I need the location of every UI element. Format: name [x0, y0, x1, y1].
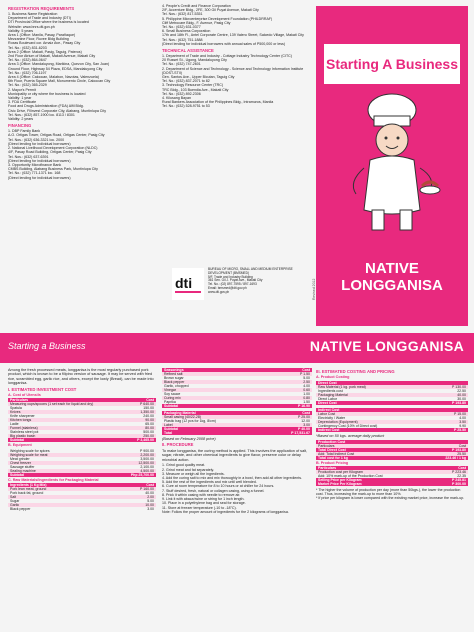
daily-product-note: *Based on 50 kgs. average daily product: [316, 433, 385, 438]
table-row: [162, 431, 312, 435]
table-cell-value: 4.00: [303, 384, 310, 388]
procedure-step: 9. Link it with abaca twine or string for 1 inch length.: [162, 497, 245, 502]
table-cell-label: Sausage stuffer: [10, 464, 35, 469]
financing-item: Tel. Nos.: (632) 817-5351: [162, 12, 203, 17]
procedure-step: 2. Grind meat and fat separately.: [162, 467, 215, 472]
chef-illustration-icon: [342, 90, 442, 240]
table-cell-value: 40.00: [429, 393, 468, 397]
table-cell-label: Ingredients cost: [318, 388, 343, 393]
cover-title: Starting A Business: [326, 56, 458, 72]
registration-item: Municipality or city where the business is located: [8, 91, 86, 96]
banner-left-title: Starting a Business: [8, 341, 86, 351]
registration-item: Validity: 2 years: [8, 117, 34, 122]
registration-item: Ground Floor, Highway 54 Plaza, EDSA, Mandaluyong City: [8, 66, 103, 71]
table-cell-label: Pork lean meat, ground: [8, 487, 111, 491]
financing-item: Tel. Nos.: (632) 637-6391: [8, 154, 49, 159]
table-cell-label: Vinegar: [162, 388, 258, 392]
procedure-step: 8. Prick it within casing with needle to remove air.: [162, 492, 241, 497]
indirect-cost-table: [316, 408, 468, 432]
table-cell-label: Curing mix: [162, 396, 258, 400]
table-cell-value: Cost: [258, 368, 312, 372]
financing-item: Tel. No.: (632) 631-0377: [162, 25, 201, 30]
table-cell-label: Weighing scale for spices: [10, 448, 50, 453]
table-cell-value: 500.00: [143, 430, 154, 435]
table-cell-label: Black pepper: [10, 507, 31, 511]
agency-line: Tel. No.: (02) 897-7595 / 897-1693: [208, 282, 257, 287]
table-cell-label: Total Direct Cost: [316, 448, 410, 452]
table-cell-label: Particulars: [8, 398, 127, 402]
financing-item: 17th and 18th Fl., Antel Corporate Centre, 139 Valero Street, Salcedo Village, Makati City: [162, 33, 304, 38]
raw-materials-heading: C. Raw Materials/Ingredients for Packaging Material: [8, 477, 99, 482]
table-cell-label: Pork back fat, ground: [10, 491, 44, 495]
table-cell-label: Direct Labor: [318, 396, 338, 401]
table-cell-label: Raw Material (1 kg. pork meat): [316, 385, 429, 389]
technical-assistance-item: Tel. No.: (632) 747-2601: [162, 62, 201, 67]
section-banner: [0, 333, 474, 363]
agency-line: 361 Sen. Gil J. Puyat Ave., Makati City: [208, 278, 263, 283]
table-cell-value: P 40.00: [269, 427, 312, 431]
product-pricing-heading: B. Product Pricing: [316, 460, 349, 465]
registration-item: Tel. No.: (632) 831-6203: [8, 45, 47, 50]
table-cell-value: 3.00: [147, 507, 154, 511]
table-cell-label: Seasonings: [162, 368, 258, 372]
technical-assistance-item: 2. Department of Science and Technology - Science and Technology Information Institute (DOST-STII): [162, 66, 304, 75]
price-note: (Based on February 2008 price): [162, 437, 216, 441]
registration-item: 1. Business Name Registration: [8, 12, 58, 16]
table-cell-value: 2.00: [111, 495, 156, 499]
table-cell-value: P 223.46: [436, 470, 468, 474]
table-cell-value: 1.50: [303, 400, 310, 404]
table-cell-label: Salt: [8, 495, 111, 499]
table-cell-label: Direct Cost: [316, 401, 429, 405]
table-cell-value: 25.50: [410, 452, 468, 456]
registration-item: Website: www.bnrs.dti.gov.ph: [8, 24, 55, 29]
table-cell-value: 3.00: [269, 423, 312, 427]
investment-column: [8, 368, 156, 630]
registration-item: Food and Drugs Administration (FDA) Alfil Bldg.: [8, 104, 84, 109]
table-cell-value: 80.00: [127, 426, 156, 430]
table-cell-label: Subtotal: [162, 427, 269, 431]
table-cell-label: Garlic, chopped: [164, 384, 189, 388]
financing-item: CMBS Building, Alabang Business Park, Muntinlupa City: [8, 167, 98, 172]
procedure-step: 4. Add the curing salt to mix and mix thoroughly in a bowl, then add all other ingredients.: [162, 476, 303, 481]
table-cell-value: Cost: [436, 466, 468, 470]
registration-item: Validity: 1 year: [8, 96, 32, 101]
pricing-footnote: * If price per kilogram is lower compared with the existing market price, increase the mark-up.: [316, 496, 465, 501]
table-cell-label: Depreciation (Equipment): [316, 420, 437, 424]
table-cell-value: 40.00: [145, 491, 154, 495]
seasonings-table: [162, 368, 312, 408]
utensils-table: [8, 398, 156, 442]
table-cell-label: Selling Price per Kilogram: [316, 478, 436, 482]
technical-assistance-item: 20 Russet St., Ugong, Mandaluyong City: [162, 58, 227, 63]
financing-list: [8, 129, 156, 179]
equipment-heading: B. Equipment: [8, 443, 32, 448]
technical-assistance-item: Tel. No.: (632) 528-9751 to 53: [162, 104, 210, 109]
table-cell-value: 22.50: [457, 388, 466, 393]
financing-item: Tel. No.: (632) 771-1371 loc. 168: [8, 171, 61, 176]
procedure-step: 10. Place in a polyethylene bag and seal for storage.: [162, 501, 246, 506]
table-cell-value: 2,200.00: [99, 453, 156, 457]
table-cell-label: Particulars: [316, 466, 436, 470]
table-cell-value: 30.00: [457, 396, 466, 401]
technical-assistance-item: 1. Department of Trade and Industry - Cottage Industry Technology Center (CITC): [162, 54, 292, 59]
table-cell-label: Production cost per Kilogram: [316, 470, 436, 474]
table-cell-label: Soy sauce: [164, 392, 181, 396]
table-cell-value: P 160.00: [111, 487, 156, 491]
table-cell-label: Plastic bag (12 pcs for 1kg, 8/cm): [164, 419, 216, 423]
table-cell-label: Sugar: [10, 499, 20, 503]
table-cell-value: 22.35: [457, 473, 466, 478]
registration-item: Tel. Nos.: (632) 857-1900 loc. 8113 / 8301: [8, 112, 75, 117]
procedure-column: [162, 368, 312, 630]
cover-panel: [316, 6, 468, 326]
table-cell-value: 2.50: [258, 380, 312, 384]
table-cell-label: Total cost for 1 kg: [316, 456, 410, 460]
pricing-footnote: * The higher the volume of production per day (more than 50kgs.), the lower the production cost. Thus, increasing the mark-up to more than 10%.: [316, 487, 461, 497]
table-cell-value: Cost: [111, 483, 156, 487]
cover-product-title: NATIVE LONGGANISA: [341, 260, 443, 294]
registration-item: Tel. No.: (632) 365-2329: [8, 83, 47, 88]
table-row: [316, 456, 468, 460]
table-row: [8, 473, 156, 477]
procedure-steps: [162, 463, 312, 513]
financing-item: Tel. Nos.: (632) 636-3321 loc. 2000: [8, 137, 65, 142]
registration-item: Tel. No.: (632) 706-1197: [8, 70, 47, 75]
table-cell-value: 5.00: [303, 376, 310, 380]
table-cell-label: Contingency Cost (10% of Direct cost): [318, 423, 378, 428]
registration-item: Civic Drive, Filinvest Corporate City, Alabang, Muntinlupa City: [8, 108, 106, 113]
financing-item: (Direct lending for individual borrowers): [8, 158, 71, 163]
intro-paragraph: Among the fresh processed meats, longganisa is the most regularly purchased pork product, which is known to be a filipino version of sausage. It may be served with fried rice, scrambled egg, garlic rice, and others, except the lowly (Bread), can be made into longganisa.: [8, 368, 154, 386]
table-cell-value: P 25.50: [437, 428, 468, 432]
product-costing-heading: A. Product Costing: [316, 375, 350, 380]
table-cell-value: 250.00: [127, 434, 156, 438]
table-cell-value: 0.60: [258, 388, 312, 392]
table-cell-label: Indirect Cost: [316, 428, 437, 432]
table-row: [316, 428, 468, 432]
utensils-heading: A. Cost of Utensils: [8, 392, 41, 397]
table-cell-label: Market Price Per Kilogram: [316, 482, 436, 486]
registration-item: Area 1 (Office: Manila, Pasay, Parañaque): [8, 33, 76, 38]
financing-item: Tel. Nos.: (632) 751-1888: [162, 37, 203, 42]
financing-item: 2/F, Accenture Bldg., 2FE, 300 Gil Puyat Avenue, Makati City: [162, 8, 259, 13]
table-cell-value: P 16.90: [258, 404, 312, 408]
table-cell-label: Subtotal: [8, 438, 127, 442]
table-cell-value: 0.80: [258, 396, 312, 400]
costing-column: [316, 368, 468, 630]
table-cell-value: 4.00: [459, 415, 466, 420]
table-cell-value: 65.00: [145, 422, 154, 427]
table-cell-label: Direct Cost: [316, 381, 429, 385]
registration-item: Roxas Boulevard cor. Arnaiz Ave., Pasay City: [8, 41, 81, 46]
registration-item: Area 2 (Office: Makati, Pasig, Taguig, Pateros): [8, 49, 82, 54]
technical-assistance-heading: TECHNICAL ASSISTANCE: [162, 48, 214, 54]
table-cell-value: P 193.80: [429, 401, 468, 405]
table-cell-value: 90.00: [127, 418, 156, 422]
agency-line: 5/F, Trade and Industry Building: [208, 274, 253, 279]
table-cell-value: P 193.80: [410, 448, 468, 452]
table-cell-value: 12.00: [301, 419, 310, 423]
table-cell-label: Ladle: [10, 422, 19, 427]
procedure-step: Note: Follow the proper amount of ingredients for the 2 kilograms of longganisa.: [162, 509, 289, 514]
table-cell-label: Label: [162, 423, 269, 427]
table-cell-value: Cost: [410, 444, 468, 448]
procedure-step: 1. Grind good quality meat.: [162, 463, 206, 468]
agency-line: Email: bmsmed@dti.gov.ph: [208, 285, 247, 290]
financing-item: (Direct lending for individual borrowers): [8, 141, 71, 146]
registration-item: Mezzanine Floor, Ruvee Bldg Building: [8, 37, 69, 42]
table-cell-label: Knives: [8, 410, 127, 414]
banner-right-title: NATIVE LONGGANISA: [309, 338, 464, 354]
table-cell-label: Sealing machine: [8, 469, 99, 473]
table-cell-value: P 130.00: [429, 385, 468, 389]
procedure-intro: To make longganisa, the curing method is applied. This involves the application of salt, sugar, nitrate, and other chemical ingredients to give flavor, preserve color or delay microbial action.: [162, 448, 308, 462]
table-cell-label: Chest freezer: [8, 461, 99, 465]
table-cell-label: Packaging Material: [162, 411, 269, 415]
agency-line: BUREAU OF MICRO, SMALL AND MEDIUM ENTERPRISE DEVELOPMENT (BMSMED): [208, 267, 293, 275]
registration-list: [8, 12, 156, 121]
table-cell-label: Garlic: [8, 503, 111, 507]
registration-item: 2nd Floor Atrium of Makati, Makati Avenue, Makati City: [8, 54, 96, 59]
table-cell-label: Indirect Cost: [316, 408, 437, 412]
table-cell-label: Refined salt: [162, 372, 258, 376]
financing-item: A.O. Ortigas Tower, Ortigas Road, Ortigas Center, Pasig City: [8, 133, 105, 138]
registration-item: 6th Floor, Puerta Square Mall, Monumento Circle, Caloocan City: [8, 79, 111, 84]
table-cell-label: Knife sharpener: [10, 414, 35, 419]
table-cell-value: 5.00: [147, 499, 154, 503]
table-cell-label: Spatula: [10, 406, 22, 411]
table-cell-value: P 15.00: [437, 412, 468, 416]
table-cell-label: Weighing scale for meat: [8, 453, 99, 457]
dti-logo-icon: [172, 268, 204, 300]
table-cell-value: P 900.00: [140, 448, 154, 453]
technical-assistance-list: [162, 54, 312, 109]
financing-heading: FINANCING: [8, 123, 32, 129]
costing-heading: III. ESTIMATED COSTING AND PRICING: [316, 369, 395, 374]
registration-item: DTI Provincial Office where the business is located: [8, 20, 89, 25]
registration-heading: REGISTRATION REQUIREMENTS: [8, 6, 75, 11]
procedure-step: 3. Measure or weigh all the ingredients.: [162, 471, 225, 476]
procedure-step: 11. Store at freezer temperature (-10 to -18°C).: [162, 505, 237, 510]
registration-item: Department of Trade and Industry (DTI): [8, 16, 71, 21]
financing-item: 4/F, Pasay Road Building, Ortigas Center, Pasig City: [8, 150, 92, 155]
table-cell-label: Add: Total Indirect Cost: [316, 452, 410, 456]
table-cell-value: 9.90: [459, 423, 466, 428]
registration-panel: [8, 4, 156, 330]
technical-assistance-item: 4. Kilusang Bayan: [162, 96, 191, 101]
procedure-heading: II. PROCEDURE: [162, 442, 194, 448]
pricing-table: [316, 466, 468, 486]
agency-info: [208, 268, 308, 295]
table-cell-value: P 245.81: [436, 478, 468, 482]
table-cell-label: Big plastic basin: [8, 434, 127, 438]
technical-assistance-item: Tel. No.: (632) 892-2306: [162, 91, 201, 96]
table-cell-value: Cost: [127, 398, 156, 402]
table-cell-label: Stainless steel pot: [10, 430, 39, 435]
table-cell-label: Funnel (stainless): [8, 426, 127, 430]
table-cell-value: Php 25,700.00: [99, 473, 156, 477]
registration-item: 3. FDA Certificate: [8, 100, 37, 105]
table-cell-label: Packaging Material: [316, 393, 429, 397]
table-cell-label: Electricity / Water: [318, 415, 346, 420]
technical-assistance-item: TRC Bldg., 103 Buendia Ave., Makati City: [162, 87, 229, 92]
registration-item: Area 4 (Office: Caloocan, Malabon, Navotas, Valenzuela): [8, 75, 99, 80]
table-row: [8, 507, 156, 511]
financing-item: 1. DBP Family Bank: [8, 129, 41, 134]
financing-item: 6. Small Business Corporation: [162, 29, 211, 34]
technical-assistance-item: Rural Bankers Association of the Philippines Bldg., Intramuros, Manila: [162, 100, 274, 105]
table-cell-value: 10.00: [111, 503, 156, 507]
table-cell-value: 1.00: [303, 392, 310, 396]
financing-item: (Direct lending for individual borrowers): [8, 175, 71, 180]
financing-item: 5. Philippine Microenterprise Development Foundation (PHILDRRAF): [162, 16, 273, 21]
finance-list-continued: [162, 4, 312, 46]
financing-item: Cliff Metrocare Bldg., F. Avenue, Pasig City: [162, 20, 231, 25]
investment-heading: I. ESTIMATED INVESTMENT COST: [8, 386, 77, 392]
financing-item: (Direct lending for individual borrowers with annual sales of P500,000 or less): [162, 41, 286, 46]
table-cell-label: Measuring cups/spoons (1 set each for liquid and dry): [8, 402, 127, 406]
table-cell-value: P 1.50: [258, 372, 312, 376]
table-row: [316, 482, 468, 486]
table-cell-value: 150.00: [143, 406, 154, 411]
svg-text:dti: dti: [175, 275, 193, 291]
production-cost-table: [316, 440, 468, 460]
agency-line: www.dti.gov.ph: [208, 289, 230, 294]
table-cell-value: 12,500.00: [99, 461, 156, 465]
registration-item: Area 3 (Office: Mandaluyong, Marikina, Quezon City, San Juan): [8, 62, 110, 67]
registration-item: Tel. No.: (632) 864-0647: [8, 58, 47, 63]
table-cell-value: P 17,531.67: [269, 431, 312, 435]
table-cell-value: P 3,465.00: [127, 438, 156, 442]
table-cell-value: P 300.00: [436, 482, 468, 486]
table-cell-value: 3.50: [437, 420, 468, 424]
table-cell-label: Labor Cost: [316, 412, 437, 416]
table-cell-label: Paprika: [164, 400, 176, 404]
revision-note: Revised 2012: [312, 278, 316, 300]
ingredients-table: [8, 483, 156, 511]
table-cell-value: Cost: [269, 411, 312, 415]
table-cell-value: 240.00: [143, 414, 154, 419]
technical-assistance-item: Tel. No.: (632) 837-2071 to 82: [162, 79, 210, 84]
packaging-table: [162, 411, 312, 435]
financing-item: 4. People's Credit and Finance Corporation: [162, 4, 231, 8]
procedure-step: 6. Cure at room temperature for 8 to 10 hours or at chiller for 24 hours.: [162, 484, 275, 489]
financing-item: 3. Opportunity Microfinance Bank: [8, 162, 62, 167]
table-cell-label: Small casing (40/22-28): [162, 415, 269, 419]
direct-cost-table: [316, 381, 468, 405]
equipment-table: [8, 449, 156, 477]
table-cell-label: Black pepper: [162, 380, 258, 384]
table-cell-label: Particulars: [316, 444, 410, 448]
table-cell-value: 3,500.00: [140, 456, 154, 461]
table-cell-label: Subtotal: [8, 473, 99, 477]
table-row: [8, 438, 156, 442]
table-cell-label: Subtotal: [162, 404, 258, 408]
technical-assistance-item: 3. Technology Resource Center (TRC): [162, 83, 224, 88]
table-cell-label: Ingredients (1 Kg Mix): [8, 483, 111, 487]
table-cell-value: P 25.00: [269, 415, 312, 419]
registration-item: Validity: 5 years: [8, 28, 34, 33]
table-cell-value: P 640.00: [127, 402, 156, 406]
table-cell-value: 1,350.00: [127, 410, 156, 414]
table-cell-label: Kitchen tongs: [8, 418, 127, 422]
table-cell-label: Add: 10% mark-up of the Production Cost: [318, 473, 383, 478]
procedure-step: 7. Stuff desired, fresh, natural or collagen casing, using a funnel.: [162, 488, 265, 493]
table-cell-value: 4,500.00: [99, 469, 156, 473]
table-cell-label: Brown sugar: [164, 376, 184, 380]
procedure-step: 5. Add the rest of the ingredients and mix until well blended.: [162, 480, 257, 485]
table-cell-label: Production Cost: [316, 440, 410, 444]
pricing-footnotes: [316, 488, 468, 501]
table-cell-label: Meat grinder: [10, 456, 30, 461]
table-cell-value: 2,100.00: [140, 464, 154, 469]
table-cell-label: Total: [162, 431, 269, 435]
registration-item: 2. Mayor's Permit: [8, 87, 36, 92]
financing-item: 2. National Livelihood Development Corporation (NLDC): [8, 146, 98, 151]
technical-assistance-item: Gen. Santos Ave., Upper Bicutan, Taguig City: [162, 75, 235, 80]
table-cell-value: 223.46 / 1 kg: [410, 456, 468, 460]
